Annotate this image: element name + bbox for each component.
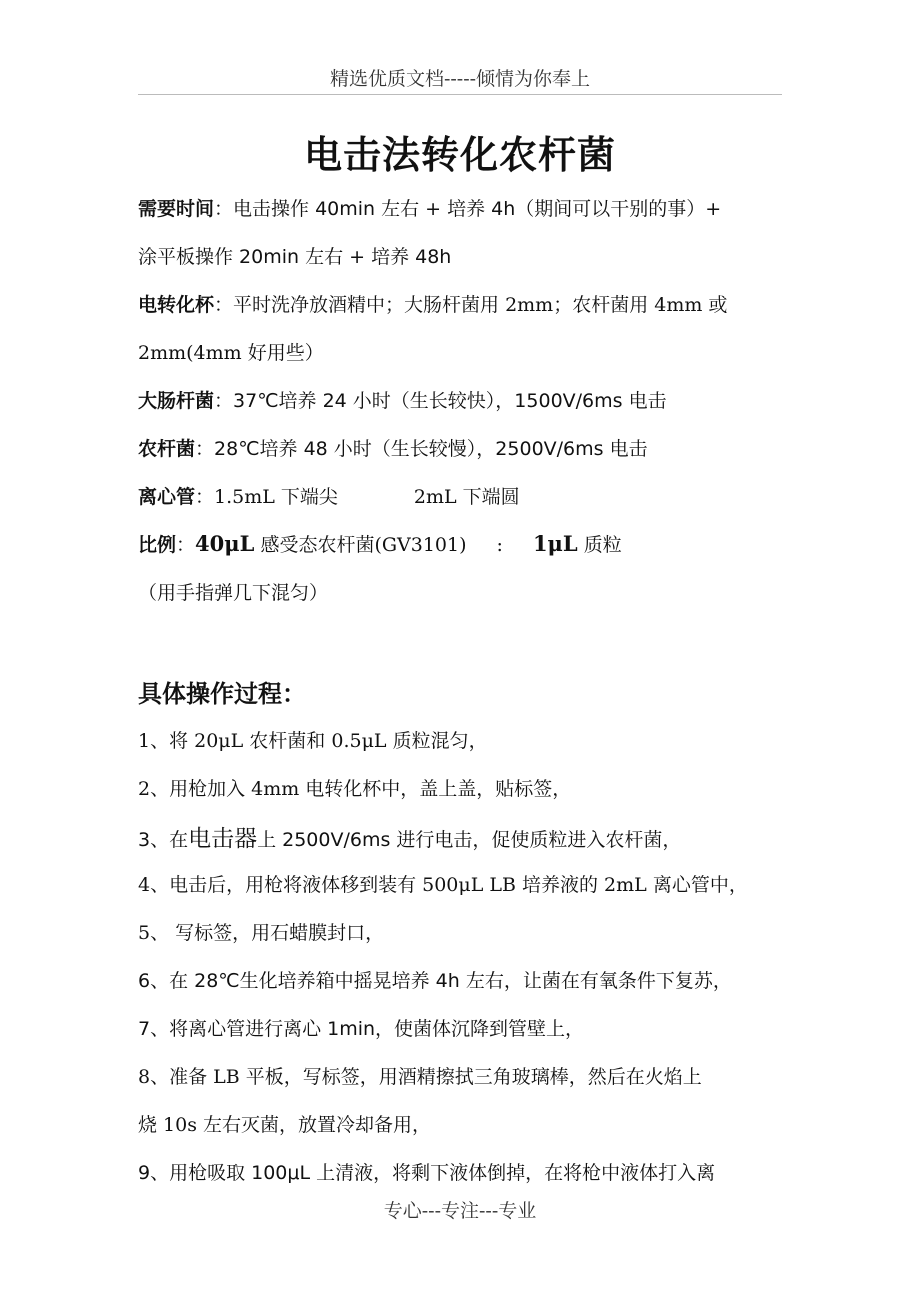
step-1: 1、将 20μL 农杆菌和 0.5μL 质粒混匀， [138,730,488,752]
ratio-separator: : [496,534,503,556]
step-3-suffix: 上 2500V/6ms 进行电击，促使质粒进入农杆菌， [257,829,682,851]
ratio-cells-text: 感受态农杆菌(GV3101) [254,534,467,556]
tube-line [138,482,788,509]
step-2: 2、用枪加入 4mm 电转化杯中，盖上盖，贴标签， [138,778,572,800]
agro-colon: ： [195,438,215,460]
tube-colon: ： [195,486,215,508]
tube-right: 2mL 下端圆 [413,486,520,508]
time-colon: ： [214,198,234,220]
step-8-line-1: 8、准备 LB 平板，写标签，用酒精擦拭三角玻璃棒，然后在火焰上 [138,1066,702,1088]
agro-label: 农杆菌 [138,438,196,460]
agro-text: 28℃培养 48 小时（生长较慢），2500V/6ms 电击 [214,438,648,460]
ratio-label: 比例 [138,534,177,556]
ratio-amount-plasmid: 1μL [532,531,578,556]
step-7: 7、将离心管进行离心 1min，使菌体沉降到管壁上， [138,1018,585,1040]
ecoli-text: 37℃培养 24 小时（生长较快），1500V/6ms 电击 [233,390,667,412]
tube-left: 1.5mL 下端尖 [214,486,338,508]
page-footer: 专心---专注---专业 [383,1200,537,1222]
tube-label: 离心管 [138,486,196,508]
ratio-note: （用手指弹几下混匀） [138,582,329,604]
step-3-prefix: 3、在 [138,829,189,851]
cuvette-text-1: 平时洗净放酒精中；大肠杆菌用 2mm；农杆菌用 4mm 或 [233,294,728,316]
ratio-line [138,530,788,557]
section-title: 具体操作过程： [138,680,306,708]
ecoli-label: 大肠杆菌 [138,390,215,412]
cuvette-label: 电转化杯 [138,294,215,316]
time-label: 需要时间 [138,198,215,220]
ratio-colon: ： [176,534,196,556]
cuvette-line-2: 2mm(4mm 好用些） [138,342,324,364]
step-9: 9、用枪吸取 100μL 上清液，将剩下液体倒掉，在将枪中液体打入离 [138,1162,716,1184]
ratio-amount-cells: 40μL [195,531,255,556]
time-line-2: 涂平板操作 20min 左右 + 培养 48h [138,246,452,268]
document-title: 电击法转化农杆菌 [303,133,616,177]
ratio-plasmid-text: 质粒 [577,534,622,556]
step-3-device: 电击器 [188,826,258,852]
step-8-line-2: 烧 10s 左右灭菌，放置冷却备用， [138,1114,432,1136]
time-line-1 [138,194,788,221]
step-6: 6、在 28℃生化培养箱中摇晃培养 4h 左右，让菌在有氧条件下复苏， [138,970,732,992]
agro-line [138,434,788,461]
time-text-1: 电击操作 40min 左右 + 培养 4h（期间可以干别的事）+ [233,198,722,220]
ecoli-line [138,386,788,413]
cuvette-line-1 [138,290,788,317]
cuvette-colon: ： [214,294,234,316]
header-divider [138,94,782,95]
step-3 [138,820,788,853]
step-5: 5、 写标签，用石蜡膜封口， [138,922,385,944]
step-4: 4、电击后，用枪将液体移到装有 500μL LB 培养液的 2mL 离心管中， [138,874,748,896]
page-header: 精选优质文档-----倾情为你奉上 [329,68,591,90]
ecoli-colon: ： [214,390,234,412]
